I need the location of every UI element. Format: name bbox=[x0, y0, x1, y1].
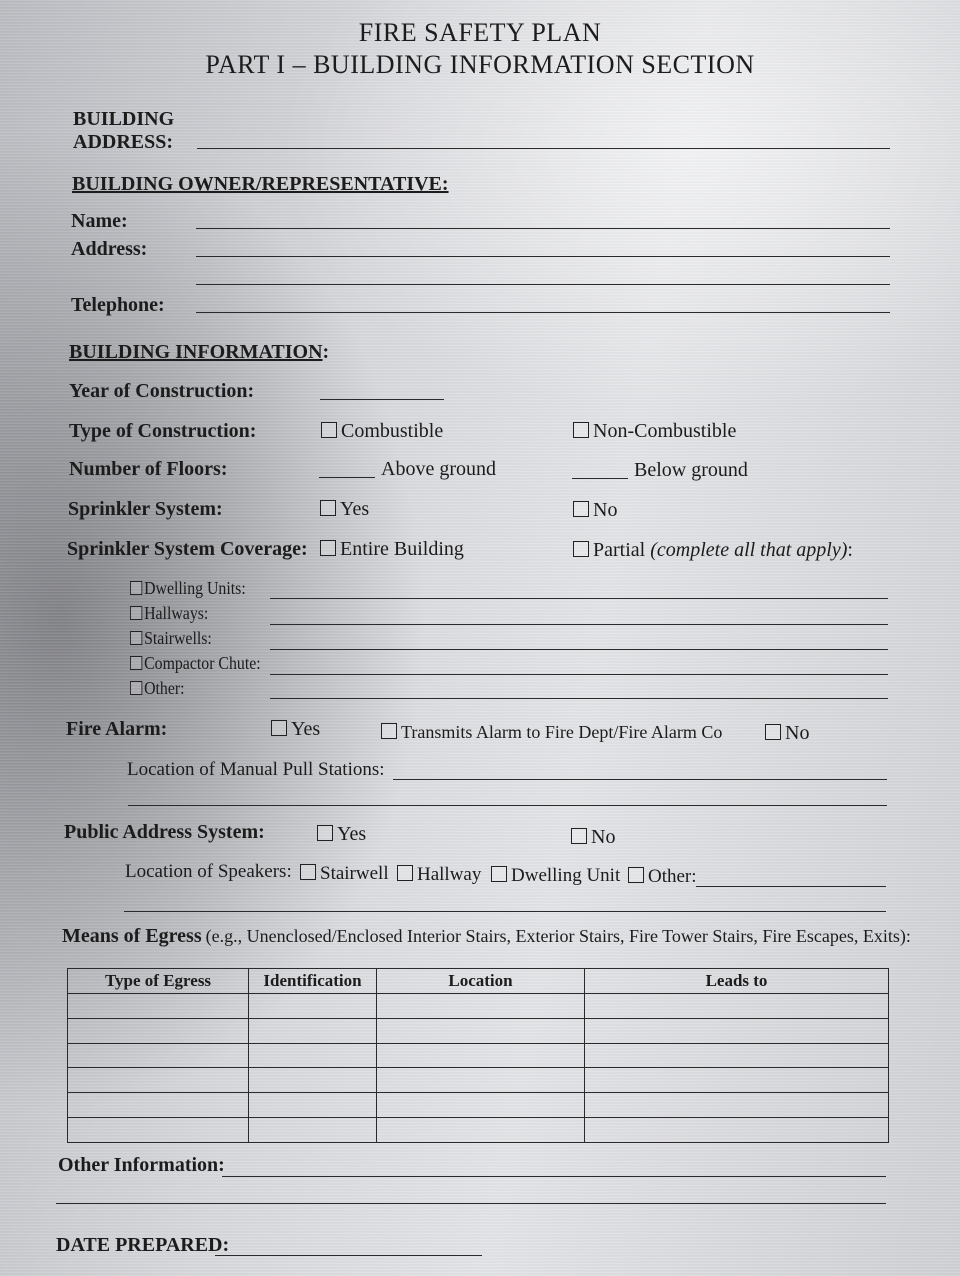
speakers-dwelling-label: Dwelling Unit bbox=[511, 865, 621, 886]
speakers-extra-field[interactable] bbox=[124, 911, 886, 912]
speakers-dwelling-checkbox[interactable] bbox=[491, 866, 507, 882]
egress-row bbox=[68, 994, 889, 1019]
speakers-stairwell-checkbox[interactable] bbox=[300, 864, 316, 880]
type-combustible-label: Combustible bbox=[341, 420, 444, 442]
pa-no-checkbox[interactable] bbox=[571, 828, 587, 844]
other-info-field-1[interactable] bbox=[222, 1176, 886, 1177]
speakers-hallway-label: Hallway bbox=[417, 864, 482, 885]
form-subtitle: PART I – BUILDING INFORMATION SECTION bbox=[205, 50, 755, 79]
pa-yes-option[interactable] bbox=[317, 823, 366, 846]
sprinkler-yes-option[interactable] bbox=[320, 498, 369, 521]
egress-cell[interactable] bbox=[377, 994, 585, 1019]
type-noncombustible-checkbox[interactable] bbox=[573, 422, 589, 438]
coverage-partial-label: Partial bbox=[593, 539, 646, 561]
coverage-stairwells-field[interactable] bbox=[270, 649, 888, 650]
egress-row bbox=[68, 1018, 889, 1043]
sprinkler-no-option[interactable] bbox=[573, 499, 617, 522]
floors-above-label: Above ground bbox=[381, 458, 496, 480]
egress-cell[interactable] bbox=[249, 1093, 377, 1118]
floors-below-label: Below ground bbox=[634, 459, 748, 481]
fire-alarm-no-label: No bbox=[785, 722, 810, 744]
owner-name-field[interactable] bbox=[196, 228, 890, 229]
building-address-label-2: ADDRESS: bbox=[73, 131, 174, 153]
pull-stations-label: Location of Manual Pull Stations: bbox=[127, 759, 385, 780]
egress-cell[interactable] bbox=[68, 1043, 249, 1068]
type-noncombustible-label: Non-Combustible bbox=[593, 420, 737, 442]
coverage-compactor-option[interactable] bbox=[130, 653, 261, 674]
egress-table bbox=[67, 968, 889, 1143]
speakers-other-checkbox[interactable] bbox=[628, 867, 644, 883]
speakers-label: Location of Speakers: bbox=[125, 861, 292, 882]
egress-cell[interactable] bbox=[585, 1118, 889, 1143]
coverage-partial-option[interactable] bbox=[573, 539, 853, 562]
coverage-entire-option[interactable] bbox=[320, 538, 464, 561]
other-info-field-2[interactable] bbox=[56, 1203, 886, 1204]
egress-row bbox=[68, 1093, 889, 1118]
fire-alarm-transmits-option[interactable] bbox=[381, 722, 722, 743]
owner-telephone-field[interactable] bbox=[196, 312, 890, 313]
coverage-partial-checkbox[interactable] bbox=[573, 541, 589, 557]
pull-stations-field-1[interactable] bbox=[393, 779, 887, 780]
sprinkler-label: Sprinkler System: bbox=[68, 498, 223, 520]
egress-cell[interactable] bbox=[377, 1043, 585, 1068]
egress-header-row bbox=[68, 969, 889, 994]
egress-heading bbox=[62, 925, 911, 948]
speakers-other-field[interactable] bbox=[696, 886, 886, 887]
coverage-other-checkbox[interactable] bbox=[130, 681, 142, 695]
type-label: Type of Construction: bbox=[69, 420, 257, 442]
coverage-hallways-label: Hallways: bbox=[144, 603, 209, 623]
egress-cell[interactable] bbox=[377, 1018, 585, 1043]
speakers-stairwell-option[interactable] bbox=[300, 863, 389, 885]
egress-cell[interactable] bbox=[249, 1043, 377, 1068]
coverage-compactor-label: Compactor Chute: bbox=[144, 653, 261, 673]
coverage-compactor-checkbox[interactable] bbox=[130, 656, 142, 670]
type-noncombustible-option[interactable] bbox=[573, 420, 736, 443]
sprinkler-yes-checkbox[interactable] bbox=[320, 500, 336, 516]
floors-below-field[interactable] bbox=[572, 478, 628, 479]
building-info-heading-text: BUILDING INFORMATION bbox=[69, 341, 323, 363]
egress-cell[interactable] bbox=[249, 1018, 377, 1043]
floors-above-field[interactable] bbox=[319, 477, 375, 478]
form-title: FIRE SAFETY PLAN bbox=[358, 18, 602, 47]
egress-cell[interactable] bbox=[249, 1068, 377, 1093]
owner-address-label: Address: bbox=[71, 238, 148, 260]
year-label: Year of Construction: bbox=[69, 380, 255, 402]
type-combustible-option[interactable] bbox=[321, 420, 443, 443]
egress-cell[interactable] bbox=[377, 1093, 585, 1118]
coverage-other-label: Other: bbox=[144, 678, 185, 698]
egress-cell[interactable] bbox=[249, 1118, 377, 1143]
building-info-heading-colon: : bbox=[322, 341, 330, 363]
speakers-other-option[interactable] bbox=[628, 866, 697, 888]
fire-alarm-transmits-label: Transmits Alarm to Fire Dept/Fire Alarm Co bbox=[401, 722, 723, 742]
speakers-hallway-checkbox[interactable] bbox=[397, 865, 413, 881]
egress-cell[interactable] bbox=[249, 994, 377, 1019]
coverage-entire-label: Entire Building bbox=[340, 538, 464, 560]
fire-alarm-yes-checkbox[interactable] bbox=[271, 720, 287, 736]
owner-address-field-2[interactable] bbox=[196, 284, 890, 285]
egress-label: Means of Egress bbox=[62, 925, 202, 947]
sprinkler-no-checkbox[interactable] bbox=[573, 501, 589, 517]
egress-cell[interactable] bbox=[68, 1118, 249, 1143]
year-field[interactable] bbox=[320, 399, 444, 400]
coverage-compactor-field[interactable] bbox=[270, 674, 888, 675]
coverage-partial-note: (complete all that apply) bbox=[650, 539, 848, 561]
egress-row bbox=[68, 1118, 889, 1143]
coverage-hallways-checkbox[interactable] bbox=[130, 606, 142, 620]
egress-cell[interactable] bbox=[585, 994, 889, 1019]
floors-label: Number of Floors: bbox=[69, 458, 228, 480]
coverage-stairwells-label: Stairwells: bbox=[144, 628, 212, 648]
egress-col-identification: Identification bbox=[249, 969, 377, 994]
speakers-hallway-option[interactable] bbox=[397, 864, 481, 886]
coverage-label: Sprinkler System Coverage: bbox=[67, 538, 308, 560]
egress-col-type: Type of Egress bbox=[68, 969, 249, 994]
coverage-hallways-field[interactable] bbox=[270, 624, 888, 625]
egress-cell[interactable] bbox=[377, 1118, 585, 1143]
egress-row bbox=[68, 1068, 889, 1093]
type-combustible-checkbox[interactable] bbox=[321, 422, 337, 438]
pull-stations-field-2[interactable] bbox=[128, 805, 887, 806]
speakers-stairwell-label: Stairwell bbox=[320, 863, 389, 884]
coverage-entire-checkbox[interactable] bbox=[320, 540, 336, 556]
pa-yes-checkbox[interactable] bbox=[317, 825, 333, 841]
fire-alarm-label: Fire Alarm: bbox=[66, 718, 168, 740]
building-address-field[interactable] bbox=[197, 148, 890, 149]
speakers-other-label: Other: bbox=[648, 866, 697, 887]
coverage-dwelling-option[interactable] bbox=[130, 578, 246, 599]
pa-no-label: No bbox=[591, 826, 616, 848]
egress-cell[interactable] bbox=[585, 1068, 889, 1093]
egress-cell[interactable] bbox=[68, 1093, 249, 1118]
egress-col-location: Location bbox=[377, 969, 585, 994]
coverage-dwelling-label: Dwelling Units: bbox=[144, 578, 246, 598]
egress-col-leads-to: Leads to bbox=[585, 969, 889, 994]
egress-note: (e.g., Unenclosed/Enclosed Interior Stairs, Exterior Stairs, Fire Tower Stairs, Fire Escapes, Exits): bbox=[205, 926, 911, 946]
owner-heading: BUILDING OWNER/REPRESENTATIVE: bbox=[72, 173, 449, 195]
coverage-dwelling-checkbox[interactable] bbox=[130, 581, 142, 595]
sprinkler-yes-label: Yes bbox=[340, 498, 370, 520]
coverage-other-field[interactable] bbox=[270, 698, 888, 699]
egress-cell[interactable] bbox=[377, 1068, 585, 1093]
fire-alarm-yes-option[interactable] bbox=[271, 718, 320, 741]
egress-cell[interactable] bbox=[585, 1018, 889, 1043]
date-prepared-label: DATE PREPARED: bbox=[56, 1234, 230, 1256]
other-info-label: Other Information: bbox=[58, 1154, 225, 1176]
egress-cell[interactable] bbox=[68, 994, 249, 1019]
egress-row bbox=[68, 1043, 889, 1068]
fire-alarm-transmits-checkbox[interactable] bbox=[381, 723, 397, 739]
date-prepared-field[interactable] bbox=[215, 1255, 482, 1256]
coverage-stairwells-checkbox[interactable] bbox=[130, 631, 142, 645]
fire-alarm-no-checkbox[interactable] bbox=[765, 724, 781, 740]
coverage-dwelling-field[interactable] bbox=[270, 598, 888, 599]
owner-address-field-1[interactable] bbox=[196, 256, 890, 257]
fire-alarm-yes-label: Yes bbox=[291, 718, 321, 740]
coverage-other-option[interactable] bbox=[130, 678, 185, 699]
pa-yes-label: Yes bbox=[337, 823, 367, 845]
sprinkler-no-label: No bbox=[593, 499, 618, 521]
fire-alarm-no-option[interactable] bbox=[765, 722, 809, 745]
building-info-heading bbox=[69, 341, 329, 364]
coverage-stairwells-option[interactable] bbox=[130, 628, 212, 649]
owner-telephone-label: Telephone: bbox=[71, 294, 165, 316]
egress-cell[interactable] bbox=[585, 1043, 889, 1068]
coverage-partial-colon: : bbox=[847, 539, 853, 561]
coverage-hallways-option[interactable] bbox=[130, 603, 208, 624]
egress-cell[interactable] bbox=[68, 1018, 249, 1043]
building-address-label-1: BUILDING bbox=[73, 108, 175, 130]
egress-cell[interactable] bbox=[68, 1068, 249, 1093]
owner-name-label: Name: bbox=[71, 210, 128, 232]
pa-system-label: Public Address System: bbox=[64, 821, 265, 843]
egress-cell[interactable] bbox=[585, 1093, 889, 1118]
pa-no-option[interactable] bbox=[571, 826, 615, 849]
speakers-dwelling-option[interactable] bbox=[491, 865, 620, 887]
